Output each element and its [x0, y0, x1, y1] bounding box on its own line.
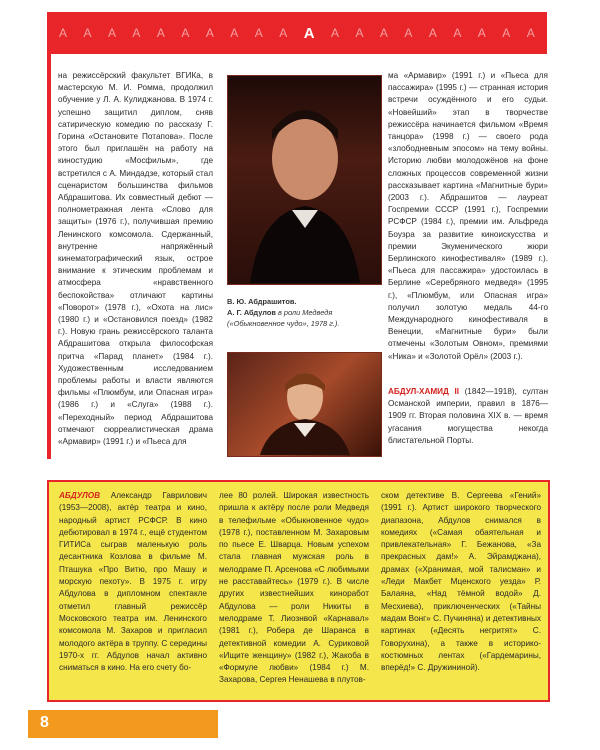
sidebar-col1-text: Александр Гаврилович (1953—2008), актёр театра и кино, народный артист РСФСР. В кино дебютировал в 1974 г., ещё студентом ГИТИСа сыграв маленькую роль десантника Козлова в фильме М. Пташука «Про Витю, про Машу и морскую пехоту». В 1975 г. игру Абдулова в дипломном спектакле отметил главный режиссёр Московского театра им. Ленинского комсомола М. Захаров и пригласил молодого актёра в труппу. С середины 1970-х гг. Абдулов начал активно сниматься в кино. На его счету бо- — [59, 491, 207, 673]
caption-line-1: В. Ю. Абдрашитов. — [227, 297, 297, 306]
page-number: 8 — [40, 714, 49, 731]
header-letter: А — [156, 26, 165, 40]
entry-abdul-hamid — [388, 386, 548, 466]
sidebar-column-2: лее 80 ролей. Широкая известность пришла к актёру после роли Медведя в телефильме «Обыкновенное чудо» (1978 г.), поставленном М. Захаровым по пьесе Е. Шварца. Новым успехом стала главная мужская роль в мелодраме П. Арсенова «С любимыми не расставайтесь» (1979 г.). В числе других известнейших киноработ Абдулова — роли Никиты в мелодраме Т. Лиознвой «Карнавал» (1981 г.), Робера де Шаранса в детективной комедии А. Суриковой «Ищите женщину» (1982 г.), Жакоба в «Формуле любви» (1984 г.) М. Захарова, Сергея Ненашева в плутов- — [219, 491, 369, 685]
article-column-1: на режиссёрский факультет ВГИКа, в мастерскую М. И. Ромма, продолжил обучение у Л. А. Кулиджанова. В 1974 г. успешно защитил диплом, сняв сатирическую комедию по рассказу Г. Горина «Остановите Потапова». После этого был приглашён на работу на киностудию «Мосфильм», где встретился с А. Миндадзе, который стал сценаристом большинства фильмов Абдрашитова. Их совместный дебют — полнометражная лента «Слово для защиты» (1976 г.), получившая премию Ленинского комсомола. Сдержанный, внутренне напряжённый кинематографический язык, острое внимание к этическим проблемам и атмосфера «нравственного беспокойства» отличают картины «Поворот» (1978 г.), «Охота на лис» (1980 г.) и «Остановился поезд» (1982 г.). Новую грань режиссёрского таланта Абдрашитова открыла философская притча «Парад планет» (1984 г.). Художественным исследованием проблемы работы и власти являются фильмы «Плюмбум, или Опасная игра» (1986 г.) и «Слуга» (1988 г.). «Переходный» период Абдрашитова отмечают сюрреалистическая драма «Армавир» (1991 г.) и «Пьеса для — [58, 71, 213, 447]
header-letter: А — [477, 26, 486, 40]
header-letter: А — [230, 26, 239, 40]
header-letter: А — [330, 26, 339, 40]
header-letter: А — [83, 26, 92, 40]
header-letter: А — [428, 26, 437, 40]
sidebar-column-3: ском детективе В. Сергеева «Гений» (1991 г.). Артист широкого творческого диапазона, Абдулов снимался в комедиях («Самая обаятельная и привлекательная» Г. Бежанова, «За прекрасных дам!» А. Эйрамджана), драмах («Хранимая, мой талисман» и «Леди Макбет Мценского уезда» Р. Балаяна, «Над тёмной водой» Д. Месхиева), приключенческих («Тайны мадам Вонг» С. Пучиняна) и детективных картинах («Десять негритят» С. Говорухина), а также в историко-костюмных лентах («Гардемарины, вперёд!» С. Дружининой). — [381, 491, 541, 673]
caption-line-2: А. Г. Абдулов — [227, 308, 276, 317]
header-letter: А — [181, 26, 190, 40]
header-letter: А — [355, 26, 364, 40]
entry-name: АБДУЛ-ХАМИД II — [388, 387, 460, 396]
film-still-photo — [227, 352, 382, 457]
portrait-photo — [227, 75, 382, 285]
film-still-illustration — [230, 355, 380, 455]
sidebar-box-abdulov — [47, 480, 550, 702]
header-letter: А — [526, 26, 535, 40]
header-letter: А — [107, 26, 116, 40]
portrait-illustration — [230, 78, 380, 283]
entry-text: (1842—1918), султан Османской империи, правил в 1876—1909 гг. Вторая половина XIX в. — время угасания могущества некогда блистательной Порты. — [388, 387, 548, 445]
header-letter-active: А — [303, 24, 315, 42]
photo-caption — [227, 296, 382, 329]
left-red-strip — [47, 54, 51, 459]
header-letter: А — [502, 26, 511, 40]
header-letter: А — [379, 26, 388, 40]
article-column-3: ма «Армавир» (1991 г.) и «Пьеса для пассажира» (1995 г.) — странная история встречи осуждённого и его судьи. «Новейший» этап в творчестве режиссёра начинается фильмом «Время танцора» (1998 г.) — своего рода «злободневным эпосом» на тему войны. Историю любви молодожёнов на фоне сложных процессов современной жизни рассказывает картина «Магнитные бури» (2003 г.). Абдрашитов — лауреат Госпремии СССР (1991 г.), Госпремии РСФСР (1984 г.), премии им. Альфреда Боузра за развитие киноискусства и премии Экуменического жюри Берлинского кинофестиваля» (1989 г.). «Пьеса для пассажира» удостоилась в Берлине «Серебряного медведя» (1995 г.), «Плюмбум, или Опасная игра» получил золотую медаль 44-го Международного кинофестиваля в Венеции, «Магнитные бури» были отмечены «Золотым Овном», премиями «Ника» и «Золотой Орёл» (2003 г.). — [388, 71, 548, 361]
header-letter: А — [453, 26, 462, 40]
caption-line-3: в роли Медведя («Обыкновенное чудо», 1978 г.). — [227, 308, 340, 328]
sidebar-column-1 — [59, 490, 207, 694]
page-number-tab — [28, 710, 218, 738]
header-letter: А — [205, 26, 214, 40]
sidebar-entry-name: АБДУЛОВ — [59, 491, 101, 500]
header-letter: А — [59, 26, 68, 40]
header-letter: А — [404, 26, 413, 40]
header-letter: А — [254, 26, 263, 40]
header-letter: А — [132, 26, 141, 40]
alphabet-header — [47, 12, 547, 54]
header-letter: А — [279, 26, 288, 40]
